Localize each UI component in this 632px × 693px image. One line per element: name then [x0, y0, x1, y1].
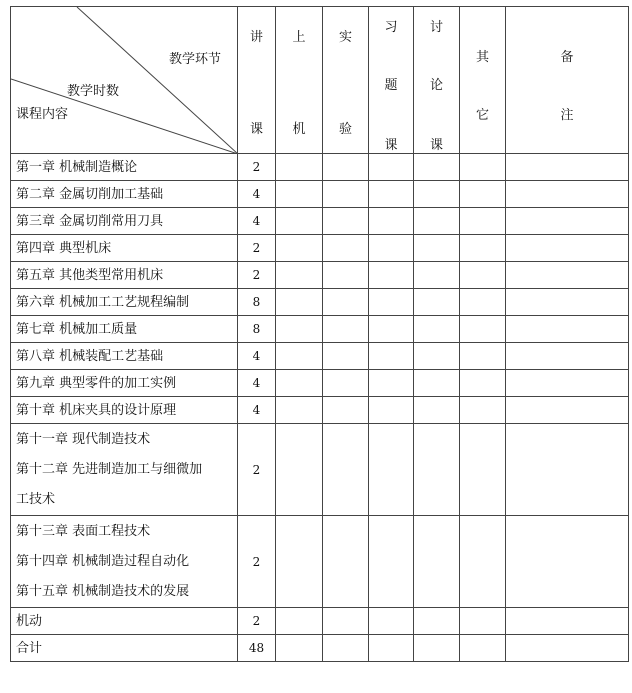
empty-experiment-cell	[323, 316, 369, 343]
course-content-cell	[11, 424, 238, 516]
empty-exercise-cell	[369, 289, 414, 316]
empty-discussion-cell	[414, 516, 460, 608]
course-content-line: 机动	[16, 613, 43, 629]
empty-other-cell	[460, 370, 506, 397]
empty-discussion-cell	[414, 262, 460, 289]
empty-experiment-cell	[323, 154, 369, 181]
header-col-experiment	[323, 7, 369, 154]
empty-computer-cell	[276, 424, 323, 516]
empty-remarks-cell	[506, 316, 629, 343]
lecture-hours-cell: 2	[238, 154, 276, 181]
course-content-cell	[11, 208, 238, 235]
course-content-line: 第十三章 表面工程技术	[16, 523, 151, 539]
lecture-hours-cell: 2	[238, 262, 276, 289]
header-col-remarks	[506, 7, 629, 154]
empty-exercise-cell	[369, 370, 414, 397]
empty-exercise-cell	[369, 608, 414, 635]
corner-label-course-content: 课程内容	[16, 107, 69, 122]
table-row	[11, 370, 629, 397]
table-row	[11, 316, 629, 343]
empty-remarks-cell	[506, 181, 629, 208]
table-row	[11, 516, 629, 608]
empty-discussion-cell	[414, 608, 460, 635]
empty-discussion-cell	[414, 343, 460, 370]
empty-experiment-cell	[323, 235, 369, 262]
header-col-exercise-char: 题	[384, 78, 398, 93]
empty-other-cell	[460, 262, 506, 289]
empty-remarks-cell	[506, 262, 629, 289]
course-content-line: 第四章 典型机床	[16, 240, 112, 256]
empty-remarks-cell	[506, 397, 629, 424]
empty-computer-cell	[276, 154, 323, 181]
empty-computer-cell	[276, 516, 323, 608]
empty-remarks-cell	[506, 235, 629, 262]
empty-computer-cell	[276, 343, 323, 370]
empty-other-cell	[460, 154, 506, 181]
lecture-hours-cell: 4	[238, 370, 276, 397]
empty-computer-cell	[276, 635, 323, 662]
empty-discussion-cell	[414, 235, 460, 262]
course-content-cell	[11, 343, 238, 370]
empty-exercise-cell	[369, 154, 414, 181]
empty-experiment-cell	[323, 343, 369, 370]
course-content-line: 第二章 金属切削加工基础	[16, 186, 164, 202]
header-row	[11, 7, 629, 154]
header-col-discussion-char: 课	[429, 138, 443, 153]
empty-remarks-cell	[506, 343, 629, 370]
empty-computer-cell	[276, 208, 323, 235]
empty-other-cell	[460, 181, 506, 208]
empty-exercise-cell	[369, 516, 414, 608]
header-col-computer-char: 机	[292, 122, 306, 137]
empty-remarks-cell	[506, 608, 629, 635]
empty-other-cell	[460, 208, 506, 235]
empty-discussion-cell	[414, 397, 460, 424]
header-col-other-char: 它	[475, 108, 489, 123]
lecture-hours-cell: 2	[238, 608, 276, 635]
lecture-hours-cell: 4	[238, 181, 276, 208]
course-content-cell	[11, 262, 238, 289]
empty-computer-cell	[276, 181, 323, 208]
empty-computer-cell	[276, 397, 323, 424]
empty-discussion-cell	[414, 154, 460, 181]
empty-experiment-cell	[323, 516, 369, 608]
empty-other-cell	[460, 343, 506, 370]
table-row	[11, 635, 629, 662]
empty-exercise-cell	[369, 235, 414, 262]
empty-computer-cell	[276, 289, 323, 316]
course-content-cell	[11, 608, 238, 635]
empty-discussion-cell	[414, 181, 460, 208]
empty-remarks-cell	[506, 154, 629, 181]
course-content-cell	[11, 235, 238, 262]
empty-discussion-cell	[414, 316, 460, 343]
header-col-remarks-char: 注	[560, 108, 574, 123]
empty-other-cell	[460, 397, 506, 424]
empty-remarks-cell	[506, 289, 629, 316]
header-col-other	[460, 7, 506, 154]
empty-remarks-cell	[506, 516, 629, 608]
empty-experiment-cell	[323, 397, 369, 424]
empty-remarks-cell	[506, 424, 629, 516]
course-content-cell	[11, 516, 238, 608]
table-row	[11, 235, 629, 262]
header-col-exercise-char: 课	[384, 138, 398, 153]
empty-exercise-cell	[369, 635, 414, 662]
empty-other-cell	[460, 608, 506, 635]
empty-remarks-cell	[506, 208, 629, 235]
corner-label-teaching-stage: 教学环节	[169, 52, 222, 67]
empty-computer-cell	[276, 370, 323, 397]
header-col-lecture	[238, 7, 276, 154]
header-col-exercise	[369, 7, 414, 154]
header-col-remarks-char: 备	[560, 50, 574, 65]
empty-exercise-cell	[369, 181, 414, 208]
empty-computer-cell	[276, 235, 323, 262]
course-content-cell	[11, 181, 238, 208]
syllabus-hours-table	[10, 6, 629, 662]
table-row	[11, 343, 629, 370]
lecture-hours-cell: 2	[238, 516, 276, 608]
empty-discussion-cell	[414, 635, 460, 662]
header-col-lecture-char: 课	[249, 122, 263, 137]
empty-experiment-cell	[323, 608, 369, 635]
empty-discussion-cell	[414, 208, 460, 235]
empty-remarks-cell	[506, 370, 629, 397]
course-content-line: 第十一章 现代制造技术	[16, 431, 151, 447]
empty-other-cell	[460, 289, 506, 316]
header-col-computer-char: 上	[292, 30, 306, 45]
empty-discussion-cell	[414, 424, 460, 516]
course-content-line: 第三章 金属切削常用刀具	[16, 213, 164, 229]
empty-other-cell	[460, 635, 506, 662]
lecture-hours-cell: 8	[238, 316, 276, 343]
table-row	[11, 397, 629, 424]
empty-experiment-cell	[323, 424, 369, 516]
empty-other-cell	[460, 424, 506, 516]
diagonal-lines	[11, 7, 238, 154]
course-content-cell	[11, 316, 238, 343]
table-row	[11, 181, 629, 208]
corner-label-teaching-hours: 教学时数	[67, 84, 120, 99]
course-content-line: 第一章 机械制造概论	[16, 159, 138, 175]
empty-other-cell	[460, 516, 506, 608]
lecture-hours-cell: 48	[238, 635, 276, 662]
lecture-hours-cell: 4	[238, 208, 276, 235]
empty-exercise-cell	[369, 208, 414, 235]
empty-experiment-cell	[323, 208, 369, 235]
empty-computer-cell	[276, 262, 323, 289]
header-col-computer	[276, 7, 323, 154]
lecture-hours-cell: 2	[238, 424, 276, 516]
table-row	[11, 208, 629, 235]
empty-computer-cell	[276, 608, 323, 635]
empty-remarks-cell	[506, 635, 629, 662]
header-col-discussion-char: 论	[429, 78, 443, 93]
header-col-exercise-char: 习	[384, 20, 398, 35]
header-col-discussion	[414, 7, 460, 154]
lecture-hours-cell: 2	[238, 235, 276, 262]
lecture-hours-cell: 8	[238, 289, 276, 316]
course-content-line: 第十五章 机械制造技术的发展	[16, 583, 190, 599]
course-content-line: 第十二章 先进制造加工与细微加	[16, 461, 203, 477]
empty-exercise-cell	[369, 316, 414, 343]
course-content-line: 工技术	[16, 491, 56, 507]
course-content-line: 第十章 机床夹具的设计原理	[16, 402, 177, 418]
empty-discussion-cell	[414, 370, 460, 397]
empty-exercise-cell	[369, 424, 414, 516]
header-col-experiment-char: 验	[338, 122, 352, 137]
header-corner-cell	[11, 7, 238, 154]
table-row	[11, 424, 629, 516]
course-content-line: 第五章 其他类型常用机床	[16, 267, 164, 283]
course-content-line: 第八章 机械装配工艺基础	[16, 348, 164, 364]
empty-exercise-cell	[369, 343, 414, 370]
empty-experiment-cell	[323, 262, 369, 289]
course-content-line: 第六章 机械加工工艺规程编制	[16, 294, 190, 310]
header-col-lecture-char: 讲	[249, 30, 263, 45]
empty-exercise-cell	[369, 397, 414, 424]
lecture-hours-cell: 4	[238, 343, 276, 370]
header-col-discussion-char: 讨	[429, 20, 443, 35]
course-content-cell	[11, 154, 238, 181]
course-content-cell	[11, 370, 238, 397]
course-content-cell	[11, 397, 238, 424]
table-row	[11, 154, 629, 181]
course-content-cell	[11, 635, 238, 662]
course-content-cell	[11, 289, 238, 316]
empty-experiment-cell	[323, 181, 369, 208]
empty-experiment-cell	[323, 370, 369, 397]
empty-experiment-cell	[323, 635, 369, 662]
empty-other-cell	[460, 235, 506, 262]
course-content-line: 第七章 机械加工质量	[16, 321, 138, 337]
course-content-line: 合计	[16, 640, 43, 656]
empty-exercise-cell	[369, 262, 414, 289]
empty-other-cell	[460, 316, 506, 343]
course-content-line: 第十四章 机械制造过程自动化	[16, 553, 190, 569]
table-row	[11, 262, 629, 289]
table-row	[11, 289, 629, 316]
header-col-other-char: 其	[475, 50, 489, 65]
course-content-line: 第九章 典型零件的加工实例	[16, 375, 177, 391]
table-row	[11, 608, 629, 635]
empty-computer-cell	[276, 316, 323, 343]
lecture-hours-cell: 4	[238, 397, 276, 424]
header-col-experiment-char: 实	[338, 30, 352, 45]
empty-discussion-cell	[414, 289, 460, 316]
empty-experiment-cell	[323, 289, 369, 316]
